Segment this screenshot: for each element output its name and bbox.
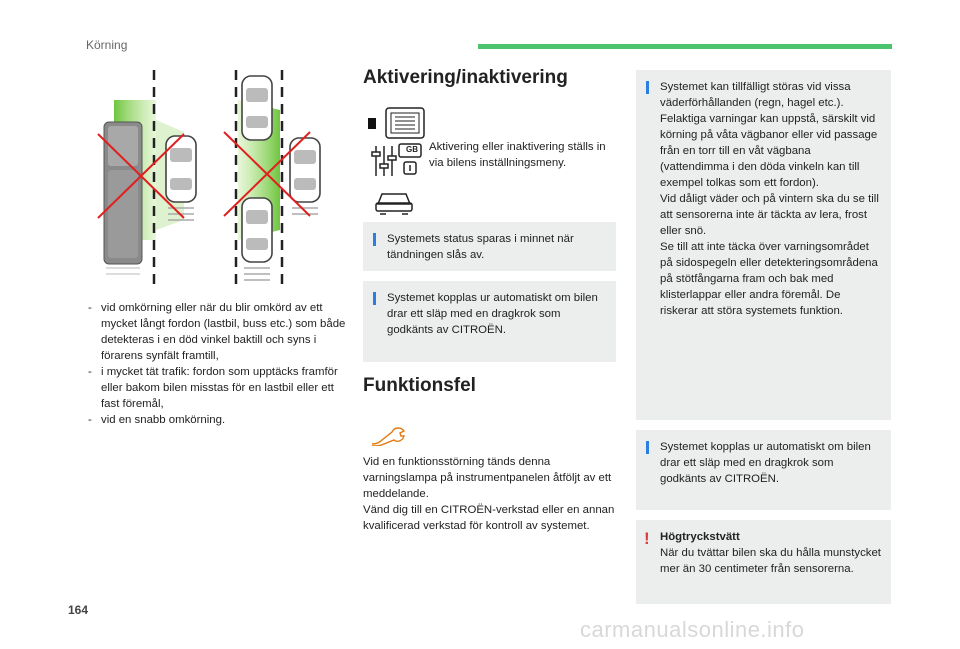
- note-marker-icon: [646, 441, 649, 454]
- watermark: carmanualsonline.info: [580, 617, 805, 642]
- note-text: Systemet kopplas ur automatiskt om bilen drar ett släp med en dragkrok som godkänts av CITROËN.: [660, 441, 871, 485]
- warning-high-pressure-wash: [636, 520, 891, 604]
- section-title-activation: Aktivering/inaktivering: [363, 67, 568, 88]
- list-item: - i mycket tät trafik: fordon som upptäcks framför eller bakom bilen misstas för en lastbil eller ett fast föremål,: [88, 366, 338, 410]
- note-marker-icon: [373, 233, 376, 246]
- note-text: Systemet kan tillfälligt störas vid vissa väderförhållanden (regn, hagel etc.). Felaktiga varningar kan uppstå, särskilt vid körning på våta vägbanor eller vid passage från en torr till en våt vägbana (vattendimma i den döda vinkeln kan till exempel tolkas som ett fordon). Vid dåligt väder och på vintern ska du se till att sensorerna inte är täckta av lera, frost eller snö. Se till att inte täcka över varningsområdet på sidospegeln eller detekteringsområdena på stötfångarna fram och bak med klisterlappar eller andra föremål. De riskerar att störa systemets funktion.: [660, 81, 879, 317]
- wrench-warning-icon: [370, 426, 406, 446]
- note-trailer: [363, 281, 616, 362]
- note-trailer-right: [636, 430, 891, 510]
- list-item: - vid en snabb omkörning.: [88, 414, 226, 426]
- note-marker-icon: [373, 292, 376, 305]
- car-left-scene: [166, 136, 196, 220]
- section-title-malfunction: Funktionsfel: [363, 375, 476, 396]
- exclamation-icon: !: [644, 529, 650, 548]
- car-right-front: [242, 76, 272, 140]
- note-weather: [636, 70, 891, 420]
- warning-text: När du tvättar bilen ska du hålla munstycket mer än 30 centimeter från sensorerna.: [660, 547, 881, 575]
- limitations-list: [88, 300, 350, 428]
- car-right-rear: [242, 198, 272, 280]
- car-right-lane: [290, 138, 320, 214]
- note-text: Systemet kopplas ur automatiskt om bilen drar ett släp med en dragkrok som godkänts av CITROËN.: [387, 292, 598, 336]
- note-text: Systemets status sparas i minnet när tändningen slås av.: [387, 233, 574, 261]
- car-icon: [376, 194, 412, 214]
- list-item: - vid omkörning eller när du blir omkörd av ett mycket långt fordon (lastbil, buss etc.) som både detekteras i en död vinkel baktill och syns i förarens synfält framtill,: [88, 302, 346, 362]
- settings-icons: [366, 106, 426, 216]
- header-accent-bar: [478, 44, 892, 49]
- blind-spot-illustration: [96, 70, 336, 290]
- page-number: 164: [68, 603, 89, 617]
- warning-title: Högtryckstvätt: [660, 531, 740, 543]
- malfunction-text: Vid en funktionsstörning tänds denna varningslampa på instrumentpanelen åtföljt av ett meddelande. Vänd dig till en CITROËN-verkstad eller en annan kvalificerad verkstad för kontroll av systemet.: [363, 456, 615, 532]
- activation-text: Aktivering eller inaktivering ställs in via bilens inställningsmeny.: [429, 141, 606, 169]
- language-badge: GB: [406, 145, 418, 154]
- menu-screen-icon: [368, 108, 424, 138]
- note-status-memory: [363, 222, 616, 271]
- section-label: Körning: [86, 38, 128, 52]
- note-marker-icon: [646, 81, 649, 94]
